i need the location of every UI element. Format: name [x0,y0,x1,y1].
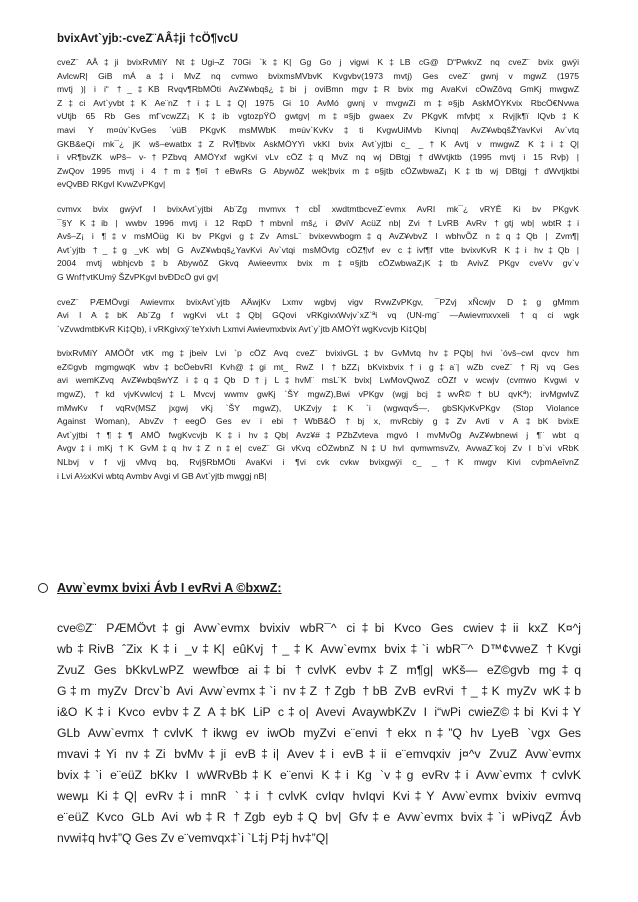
paragraph-line: bvixRvMiY AMÖÕf vtK mg‡jbeiv Lvi `p cÖZ Avq cveZ¨ bvixivGL‡bv GvMvtq hv‡PQb| hvi `óvš–cwl qvcv hm [57,348,579,359]
paragraph-line: Avgv‡i mKj †K GvM‡q hv‡Z n‡e| cveZ¨ Gi vKvq cÖZwbnZ N‡U hvl qvmwmsvZv, AvwaZ¨koj Zv I b`vi vRbK [57,443,579,454]
section-body [57,618,581,849]
paragraph-line: 2004 mvtj wbhjcvb‡b AbywôZ Gkvq Awieevmx bvix m‡¤§jtb cÖZwbwaZ¡K‡tb AvivZ PKgv cveVv gv`v [57,258,579,269]
section-body-line: G‡m myZv Drcv`b Avi Avw`evmx‡`i nv‡Z †Zgb †bB ZvB evRvi †_‡K myZv wK‡b [57,684,581,698]
section-body-line: ZvuZ Ges bKkvLwPZ wewfbœ ai‡bi †cvlvK evbv‡Z m¶g| wKš— eZ©gvb mg‡q [57,663,581,677]
section-body-line: i&O K‡i Kvco evbv‡Z A‡bK LiP c‡o| Avevi AvaywbKZv I i“wPi cwieZ©‡bi Kvi‡Y [57,705,581,719]
paragraph-line: evQvBÐ RKgvl KvwZvPKgv| [57,179,166,190]
section-body-line: GLb Avw`evmx †cvlvK †ikwg ev iwOb myZvi e¨envi †ekx n‡”Q hv LyeB `vgx Ges [57,726,581,740]
section-body-line: cve©Z¨ PÆMÖvt‡gi Avw`evmx bvixiv wbR¯^ ci‡bi Kvco Ges cwiev‡ii kxZ K¤^j [57,621,581,635]
paragraph [57,296,579,337]
paragraph-line: cveZ¨ PÆMÖvgi Awievmx bvixAvt`yjtb AÄwjKv Lxmv wgbvj vigv RvwZvPKgv, ¯PZvj xÑcwjv D‡g gMmm [57,296,579,307]
section-header [38,578,598,598]
paragraph-line: Z‡ci Avt`yvbt‡K Ae¨nZ †i‡L‡Q| 1975 Gi 10 AvMó gwnj v mvgwZi m‡¤§jb AskMÖYKvix RbcÖ€Nvwa [57,97,579,108]
section-body-line: wewµ Ki‡Q| evRv‡i mnR `‡i †cvlvK cvIqv hvIqvi Kvi‡Y Avw`evmx bvixiv evmvq [57,789,581,803]
paragraph-line: Avt`yjtbi †¶‡¶ AMÖ fwgKvcvjb K‡i hv‡Qb| Avz¥#‡PZbZvteva mgvó I mvMvÖg AvZ¥wbnewi j ¶¨ wbt q [57,429,579,440]
paragraph-line: i Lvi A½xKvi wbtq Avmbv Avgi vl GB Avt`yjtb mwggj nB| [57,470,267,481]
section-body-line: bvix‡`i e¨eüZ bKkv I wWRvBb‡K e¨envi K‡i Kg `v‡g evRv‡i Avw`evmx †cvlvK [57,768,581,782]
paragraph [57,203,579,285]
top-content [57,0,579,494]
paragraph-line: mgwZ), †kd vjvKvwlcvj‡L Mvcvj wwmv gwKj `ŠY mgwZ),Bwi vPKgv (wgj bcj ‡wvŘ©†bU qvKª); irvMgwlvZ [57,389,579,400]
section-body-line: nvwi‡q hv‡”Q Ges Zv e¨vemvqx‡`i `L‡j P‡j hv‡”Q| [57,831,329,845]
paragraph-line: cvmvx bvix gwÿvf I bvixAvt`yjtbi Ab¨Zg mvmvx†cbÎ xwdtmtbcveZ¨evmx AvRI mk¯¿ vRYÊ Ki bv PKgvK [57,203,579,214]
paragraph-line: eZ©gvb mgmgwqK wbv‡bcÖebvRI Kvh@‡gi mt_ RwZ I †bZZ¡ bKvixbvix†i g‡a¨| wZb cveZ¨ †Rj vq Ges [57,361,579,372]
page-heading: bvixAvt`yjb:-cveZ¨AÂ‡ji †cÖ¶vcU [57,33,239,45]
paragraph-line: Avš–Z¡ i ¶‡v msMÖüg Ki bv PKgvi g‡Zv AmsL¨ bvixevwbogm‡q AvZ¥vbvZ I wbhvÕZ n‡q‡Qb | Zvm¶| [57,231,579,242]
section-title: Avw`evmx bvixi Ávb I evRvi A ©bxwZ: [57,581,282,595]
paragraph-line: NLbvj v f vjj vMvq bq, Rvj§RbMÖti AvaKvi i ¶vi cvk cvkw bvixgwÿi c_ _†K mwgv Kivi cvþmAeîvnZ [57,457,579,468]
paragraph-line: mMwKv f vqRv(MSZ jxgwj vKj `ŠY mgwZ), UKZvjy‡K `i (wgwqvŚ—, gbSKjvKvPKgv (Stop Violance [57,402,579,413]
paragraph-line: avi wemKZvq AvZ¥wbqšwYZ i‡q‡Qb D†j L‡hvM¨ msL¨K bvix| LwMovQwoZ cÖZf v wcwjv (cvmwo Kvgwi v [57,375,579,386]
paragraph-line: GKB&eQi mk¯¿ jK wš–ewatbx‡Z RvÏ¶bvix AskMÖYYi vkKI bvix Avt`yjtbi c_ _†K Avtj v mwgwZ K‡i‡Q| [57,138,579,149]
paragraph [57,347,579,483]
paragraph-container [57,56,579,483]
paragraph-line: mavi Y m¤úv`KvGes `vüB PKgvK msMWbK m¤úv`KvKv‡ti KvgwUiMvb Kivnq| AvZ¥wbqšŽYavKvi Av`vtq [57,124,579,135]
paragraph-line: vUtjb 65 Rb Ges mf¨vcwZZ¡ K‡ib vgtozpŸÖ gwtgv| m‡¤§jb gwaex Zv PKgvK mfvþt¦ x Rvj|k¶ï lQvb‡K [57,111,579,122]
section-body-line: e¨eüZ Kvco GLb Avi wb‡R †Zgb eyb‡Q bv| Gfv‡e Avw`evmx bvix‡`i wPivqZ Ávb [57,810,581,824]
section-body-line: wb‡RivB ˆZix K‡i _v‡K| eûKvj †_‡K Avw`evmx bvix‡`i wbR¯^ D™¢vweZ †Kvgi [57,642,581,656]
section-body-line: mvavi‡Yi nv‡Zi bvMv‡ji evB‡i| Avev‡i evB‡ii e¨emvqxiv j¤^v ZvuZ Avw`evmx [57,747,581,761]
paragraph-line: G Wnf†vtKUmÿ ŠZvPKgvl bvÐDcÖ gvi gv| [57,271,219,282]
paragraph-line: i vR¶bvZK wPš– v-†PZbvq AMÖYxf wgKvi vLv cÖZ‡q MvZ nq wj DBtgj †dWvtjktb (1995 mvtj i 15 Rvþ) | [57,152,579,163]
paragraph-line: Against Woman), AbvZv †eegÖ Ges ev i ebi †WbB&Ö †bj x, mvRcbiy g‡Zv Avti v A‡bK bvixE [57,416,579,427]
paragraph-line: Avi I A‡bK Ab¨Zg f wgKvi vLt‡Qb| GQovi vRKgivxWvjv`xZ`ªi vq (UN-mg¨ —Awievmxvxeli †q ci wgk [57,310,579,321]
paragraph-line: Avt`yjtb †_‡g _vK wb| G AvZ¥wbqš¿YavKvi Av`vtqi msMÖvtg cÖZ¶vf ev c‡ivf¶f vtte bvixvKvR K‡i hv‡Qb | [57,244,579,255]
bullet-circle-icon [38,583,48,593]
paragraph-line: cveZ¨ AÂ‡ji bvixRvMiY Nt‡Ugi¬Z 70Gi `k‡K| Gg Go j vigwi K‡LB cG@ D“PwkvZ nq cveZ¨ bvix gwÿi [57,57,579,67]
paragraph-line: ¯§Y K‡ib | wwbv 1996 mvtj i 12 RȹD †mbvnÌ mš¿ i ØviV AcüZ nb| Zvi †LvRB AvRv †gtj wb| wbtR‡i [57,217,579,228]
paragraph-line: ZwQov 1995 mvtj i 4 †m‡¶¤î †eBwRs G AbywôZ wek¦bvix m‡¤§jtb cÖZwbwaZ¡ K‡tb wj DBtgj †dWvtjktbi [57,165,579,176]
paragraph-line: mvtj )| i i“ †_‡KB Rvqv¶RbMÖti AvZ¥wbqš¿‡bi j oviBmn mgv‡R bvix mg AvaKvi cÖwZôvq GmKj mwgwZ [57,84,579,95]
paragraph-line: `vZvwdmtbKvR Ki‡Qb), i vRKgivxÿ¨teYxivh Lxmvi Awievmxbvix Avt`y`jtb AMÖÝf wgKvcvjb Ki‡Qb| [57,323,427,334]
paragraph [57,56,579,192]
paragraph-line: AvlcwR| GiB mÁ a‡i MvZ nq cvmwo bvixmsMVbvK Kvgvbv(1973 mvtj) Ges cveZ¨ gwnj v mgwZ (1975 [57,70,579,81]
